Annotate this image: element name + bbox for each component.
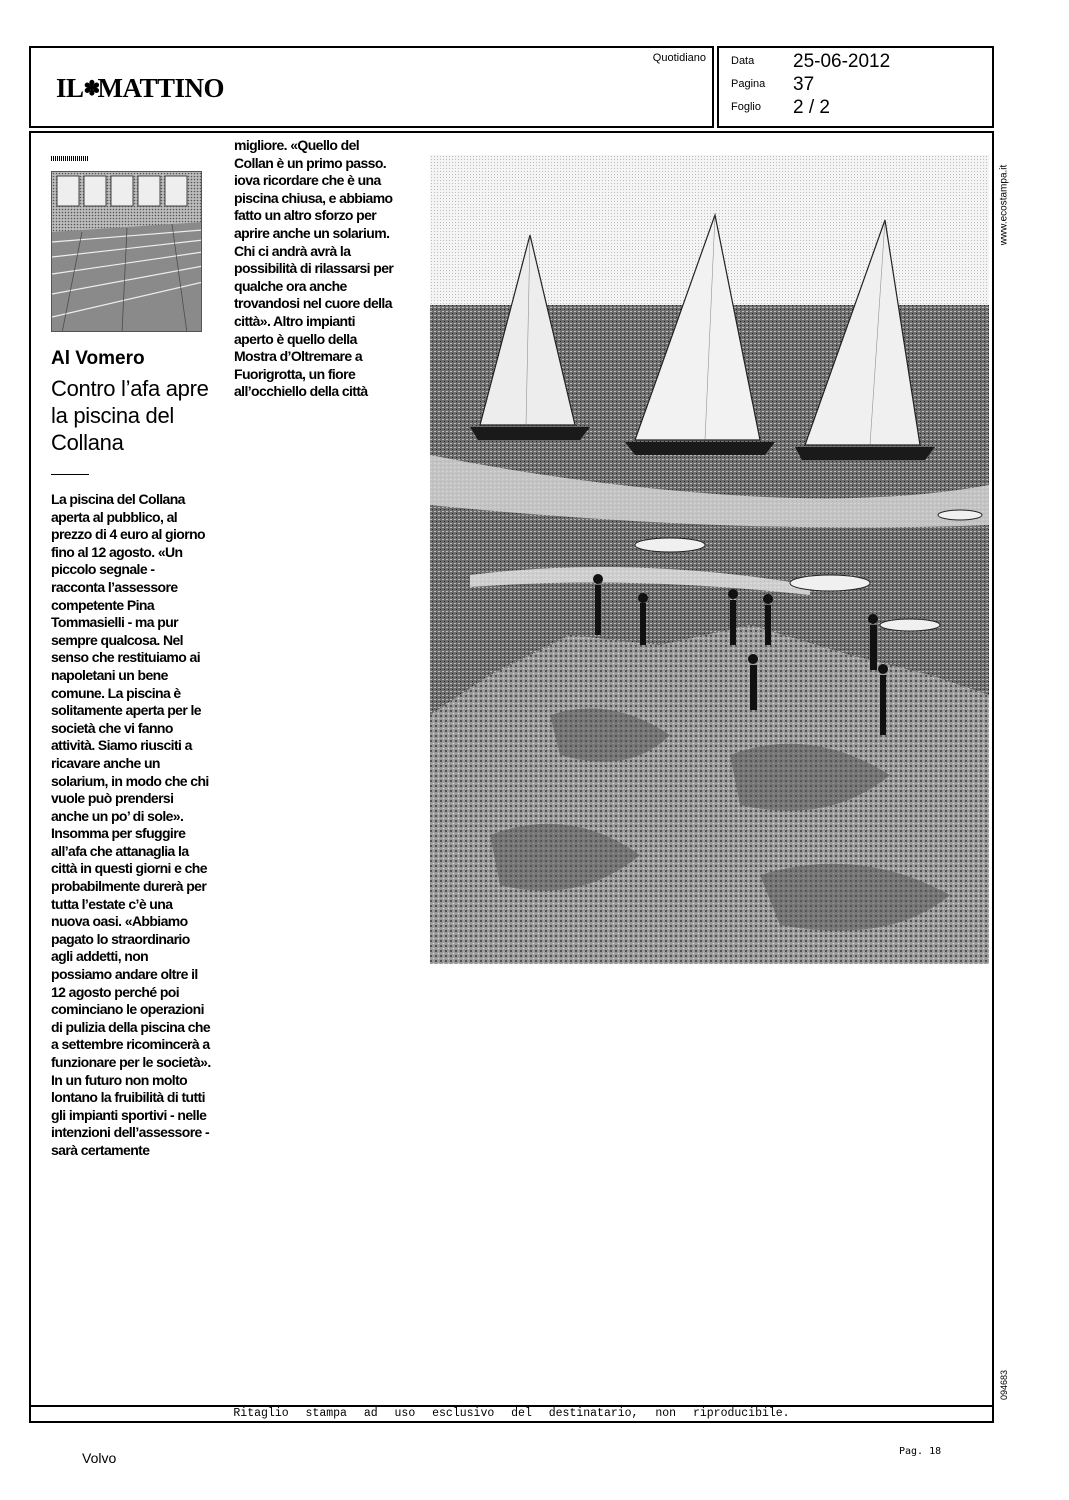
kicker-bar xyxy=(51,156,89,161)
meta-row-page xyxy=(731,74,991,96)
page-value: 37 xyxy=(793,74,815,95)
rooster-icon: ✽ xyxy=(83,78,100,100)
masthead-box xyxy=(29,46,714,128)
pool-photo xyxy=(51,171,202,332)
headline-rule xyxy=(51,474,89,475)
logo-text-right: MATTINO xyxy=(97,73,225,103)
sailing-photo xyxy=(430,155,989,964)
date-value: 25-06-2012 xyxy=(793,51,891,72)
page-source: Volvo xyxy=(82,1450,117,1466)
sailboats-illustration xyxy=(430,155,989,964)
side-url xyxy=(994,150,1014,260)
sheet-label: Foglio xyxy=(731,101,761,113)
reproduction-notice: Ritaglio stampa ad uso esclusivo del destinatario, non riproducibile. xyxy=(233,1407,790,1420)
side-url-text: www.ecostampa.it xyxy=(998,164,1010,246)
publication-type: Quotidiano xyxy=(652,52,706,64)
article-body-column-2: migliore. «Quello del Collan è un primo passo. iova ricordare che è una piscina chiusa, e abbiamo fatto un altro sforzo per aprire anche un solarium. Chi ci andrà avrà la possibilità di rilassarsi per qualche ora anche trovandosi nel cuore della città». Altro impianti aperto è quello della Mostra d’Oltremare a Fuorigrotta, un fiore all’occhiello della città xyxy=(234,137,394,400)
newspaper-logo xyxy=(56,73,224,104)
page-number: Pag. 18 xyxy=(899,1446,942,1457)
sheet-value: 2 / 2 xyxy=(793,97,830,118)
date-label: Data xyxy=(731,55,755,67)
side-code xyxy=(994,1365,1014,1405)
metadata-box xyxy=(717,46,994,128)
meta-row-date xyxy=(731,51,991,73)
side-code-text: 094683 xyxy=(999,1369,1009,1401)
section-label: Al Vomero xyxy=(51,348,145,369)
meta-row-sheet xyxy=(731,97,991,119)
page-label: Pagina xyxy=(731,78,766,90)
pool-illustration xyxy=(52,172,202,332)
logo-text-left: IL xyxy=(56,73,84,103)
article-body-column-1: La piscina del Collana aperta al pubblico, al prezzo di 4 euro al giorno fino al 12 agosto. «Un piccolo segnale - racconta l’assessore competente Pina Tommasielli - ma pur sempre qualcosa. Nel senso che restituiamo ai napoletani un bene comune. La piscina è solitamente aperta per le società che vi fanno attività. Siamo riusciti a ricavare anche un solarium, in modo che chi vuole può prendersi anche un po’ di sole». Insomma per sfuggire all’afa che attanaglia la città in questi giorni e che probabilmente durerà per tutta l’estate c’è una nuova oasi. «Abbiamo pagato lo straordinario agli addetti, non possiamo andare oltre il 12 agosto perché poi cominciano le operazioni di pulizia della piscina che a settembre ricomincerà a funzionare per le società». In un futuro non molto lontano la fruibilità di tutti gli impianti sportivi - nelle intenzioni dell’assessore - sarà certamente xyxy=(51,491,211,1158)
article-headline: Contro l’afa apre la piscina del Collana xyxy=(51,376,209,455)
